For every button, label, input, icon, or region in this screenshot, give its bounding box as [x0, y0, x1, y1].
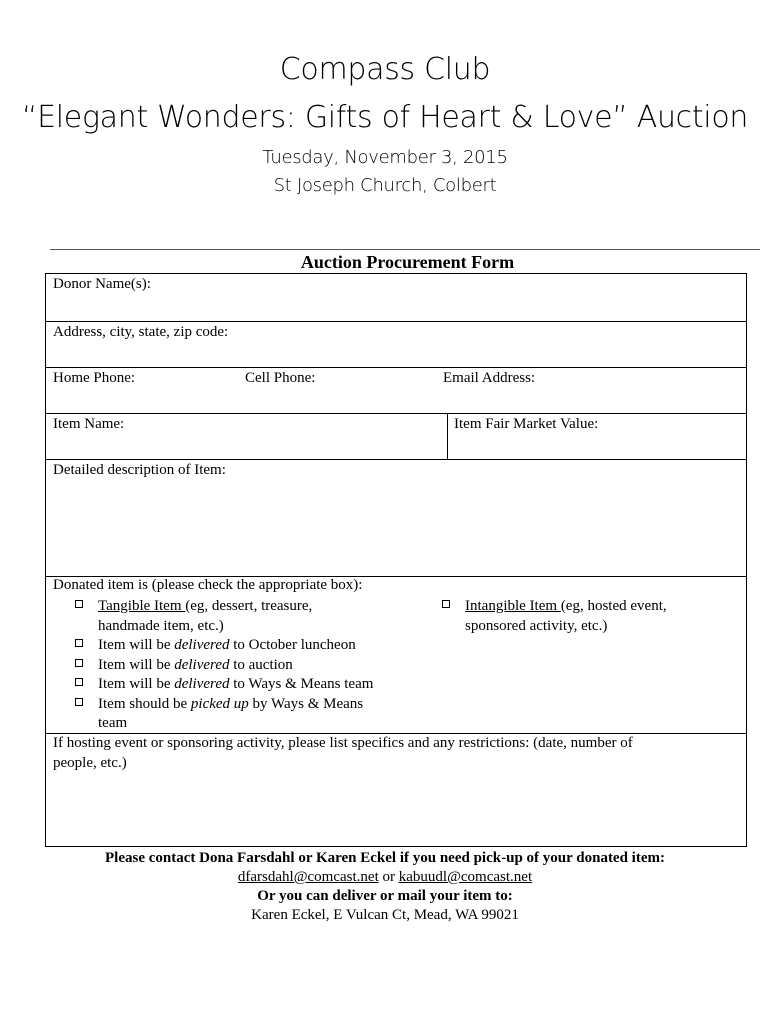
checkbox-icon — [75, 678, 83, 686]
option-auction: Item will be delivered to auction — [98, 656, 293, 673]
option-picked-up: Item should be picked up by Ways & Means team — [98, 695, 364, 731]
description-row[interactable] — [46, 460, 746, 577]
description-label: Detailed description of Item: — [53, 462, 226, 478]
checkbox-auction[interactable] — [75, 656, 87, 676]
column-divider — [447, 414, 448, 459]
checkbox-icon — [75, 659, 83, 667]
checkbox-icon — [442, 600, 450, 608]
checkbox-picked-up[interactable] — [75, 695, 87, 715]
procurement-form — [45, 273, 747, 847]
item-name-label[interactable]: Item Name: — [53, 416, 125, 432]
intangible-item-option: Intangible Item (eg, hosted event, sponsored activity, etc.) — [465, 598, 667, 634]
home-phone-label: Home Phone: — [53, 370, 136, 386]
phone-email-row[interactable] — [46, 368, 746, 414]
address-row[interactable] — [46, 322, 746, 368]
checkbox-intangible[interactable] — [442, 597, 454, 617]
horizontal-rule — [50, 249, 760, 250]
event-date: Tuesday, November 3, 2015 — [262, 147, 508, 168]
tangible-item-option: Tangible Item (eg, dessert, treasure, handmade item, etc.) — [98, 598, 313, 634]
club-title: Compass Club — [279, 52, 491, 87]
deliver-instructions: Or you can deliver or mail your item to: — [257, 888, 513, 904]
contact-emails: dfarsdahl@comcast.net or kabuudl@comcast.net — [237, 869, 533, 885]
option-october-luncheon: Item will be delivered to October luncheon — [98, 637, 356, 653]
option-ways-means: Item will be delivered to Ways & Means team — [98, 676, 374, 692]
auction-title: “Elegant Wonders: Gifts of Heart & Love” Auction — [21, 100, 749, 135]
cell-phone-label: Cell Phone: — [245, 370, 316, 386]
donor-name-label: Donor Name(s): — [53, 276, 151, 292]
donation-type-row — [46, 577, 746, 734]
donated-item-prompt: Donated item is (please check the appropriate box): — [53, 577, 363, 593]
hosting-details-row[interactable] — [46, 734, 746, 846]
checkbox-icon — [75, 698, 83, 706]
checkbox-icon — [75, 639, 83, 647]
fair-market-value-label[interactable]: Item Fair Market Value: — [454, 416, 599, 432]
form-title: Auction Procurement Form — [300, 252, 515, 272]
email-link-eckel[interactable]: kabuudl@comcast.net — [398, 869, 533, 885]
item-row — [46, 414, 746, 460]
event-location: St Joseph Church, Colbert — [273, 175, 497, 196]
contact-instructions: Please contact Dona Farsdahl or Karen Eckel if you need pick-up of your donated item: — [105, 850, 665, 866]
address-label: Address, city, state, zip code: — [53, 324, 229, 340]
checkbox-tangible[interactable] — [75, 597, 87, 617]
mailing-address: Karen Eckel, E Vulcan Ct, Mead, WA 99021 — [251, 907, 519, 923]
email-link-farsdahl[interactable]: dfarsdahl@comcast.net — [237, 869, 379, 885]
hosting-label: If hosting event or sponsoring activity, please list specifics and any restrictions: (date, number of people, etc.) — [53, 735, 633, 771]
donor-name-row[interactable] — [46, 274, 746, 322]
email-address-label: Email Address: — [443, 370, 536, 386]
checkbox-october-luncheon[interactable] — [75, 636, 87, 656]
checkbox-icon — [75, 600, 83, 608]
checkbox-ways-means[interactable] — [75, 675, 87, 695]
